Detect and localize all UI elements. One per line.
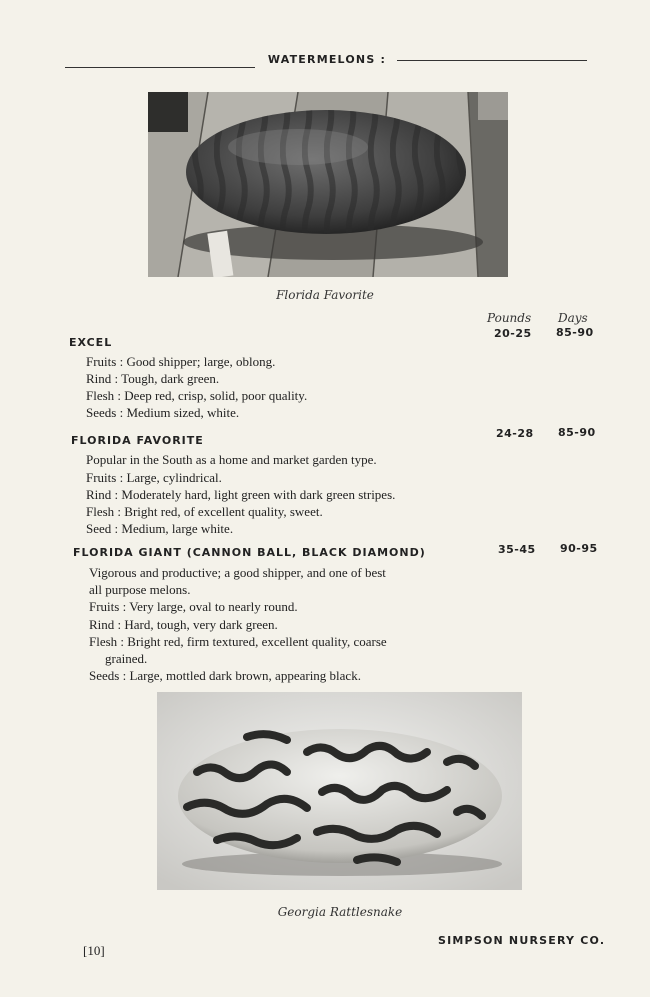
variety-name: EXCEL [69,336,113,349]
variety-pounds: 20-25 [494,327,532,340]
header-rule-right [397,60,587,61]
variety-name: FLORIDA FAVORITE [71,434,204,447]
variety-detail-line: Flesh : Bright red, of excellent quality, sweet. [86,504,323,519]
column-header-days: Days [558,311,588,325]
header-rule-left [65,67,255,68]
variety-detail-line: Rind : Moderately hard, light green with dark green stripes. [86,487,396,502]
photo-caption: Florida Favorite [276,288,374,302]
variety-detail-line: Seeds : Large, mottled dark brown, appearing black. [89,668,361,683]
florida-favorite-photo [148,92,508,277]
variety-detail-line: Seed : Medium, large white. [86,521,234,536]
variety-detail-line: Seeds : Medium sized, white. [86,405,240,420]
variety-detail-line: Flesh : Deep red, crisp, solid, poor quality. [86,388,308,403]
variety-detail-line: grained. [105,651,148,666]
variety-detail-line: Fruits : Good shipper; large, oblong. [86,354,276,369]
page-number: [10] [83,943,105,958]
variety-detail-line: Vigorous and productive; a good shipper, and one of best [89,565,386,580]
variety-detail-line: Flesh : Bright red, firm textured, excellent quality, coarse [89,634,387,649]
variety-detail-line: Fruits : Very large, oval to nearly round. [89,599,298,614]
variety-detail-line: Fruits : Large, cylindrical. [86,470,222,485]
variety-detail-line: Rind : Hard, tough, very dark green. [89,617,278,632]
variety-days: 85-90 [556,326,594,339]
page-title: WATERMELONS : [267,53,387,66]
variety-pounds: 35-45 [498,543,536,556]
variety-days: 90-95 [560,542,598,555]
photo-caption: Georgia Rattlesnake [277,905,403,919]
variety-detail-line: Popular in the South as a home and market garden type. [86,452,377,467]
variety-detail-line: all purpose melons. [89,582,191,597]
variety-pounds: 24-28 [496,427,534,440]
variety-name: FLORIDA GIANT (CANNON BALL, BLACK DIAMOND) [73,546,426,559]
column-header-pounds: Pounds [487,311,532,325]
georgia-rattlesnake-photo [157,692,522,890]
variety-days: 85-90 [558,426,596,439]
variety-detail-line: Rind : Tough, dark green. [86,371,220,386]
company-name: SIMPSON NURSERY CO. [438,934,606,947]
